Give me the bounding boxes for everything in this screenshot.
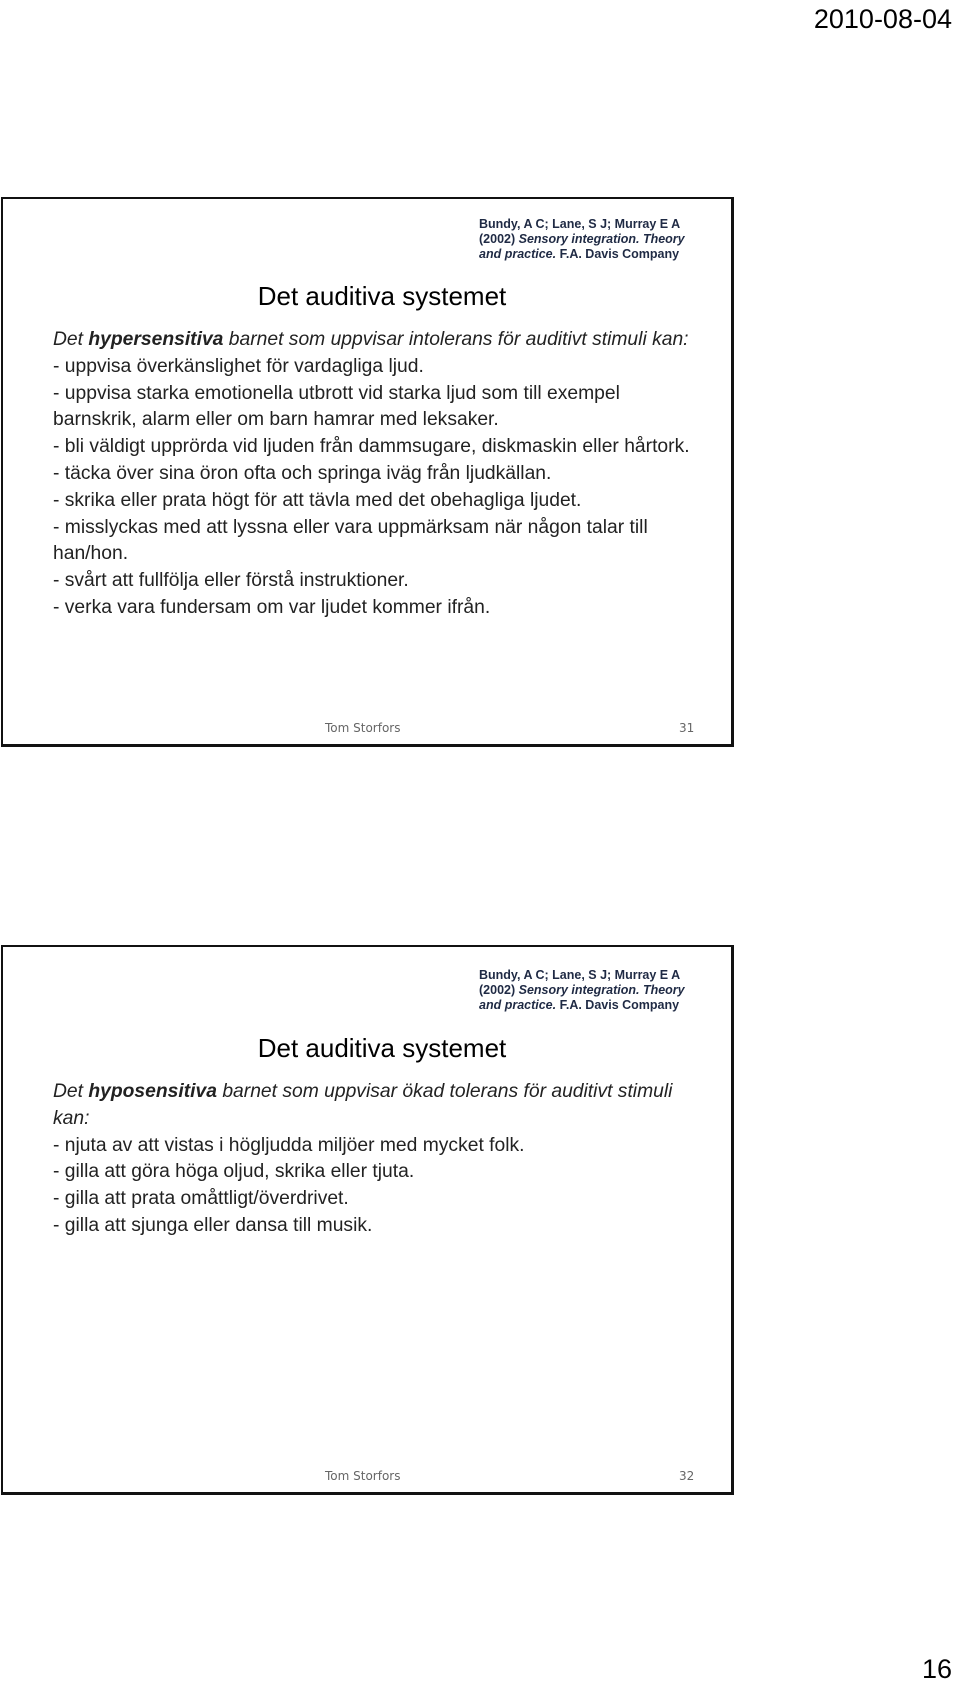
list-item: - uppvisa överkänslighet för vardagliga ljud. xyxy=(53,355,424,377)
list-item: - gilla att göra höga oljud, skrika eller tjuta. xyxy=(53,1161,415,1183)
reference-line-2 xyxy=(479,983,719,998)
footer-slide-number: 31 xyxy=(679,721,695,735)
list-item: - täcka över sina öron ofta och springa iväg från ljudkällan. xyxy=(53,462,552,484)
page-number: 16 xyxy=(921,1654,952,1684)
list-item: - verka vara fundersam om var ljudet kommer ifrån. xyxy=(53,596,491,618)
reference-line-1: Bundy, A C; Lane, S J; Murray E A xyxy=(479,217,681,231)
list-item: - gilla att prata omåttligt/överdrivet. xyxy=(53,1188,349,1210)
list-item: - skrika eller prata högt för att tävla med det obehagliga ljudet. xyxy=(53,489,582,511)
lead-sentence xyxy=(53,1079,693,1133)
reference-line-2 xyxy=(479,232,719,247)
reference-line-3 xyxy=(479,998,719,1013)
reference-publisher: F.A. Davis Company xyxy=(556,247,680,261)
reference-citation xyxy=(479,217,719,262)
slide-31 xyxy=(1,197,734,747)
list-item: - misslyckas med att lyssna eller vara uppmärksam när någon talar till han/hon. xyxy=(53,516,648,565)
reference-citation xyxy=(479,968,719,1013)
lead-after: barnet som uppvisar intolerans för auditivt stimuli kan: xyxy=(223,329,689,350)
list-item: - njuta av att vistas i högljudda miljöer med mycket folk. xyxy=(53,1134,525,1156)
lead-keyword: hyposensitiva xyxy=(88,1081,217,1102)
list-item: - uppvisa starka emotionella utbrott vid starka ljud som till exempel barnskrik, alarm eller om barn hamrar med leksaker. xyxy=(53,382,620,431)
lead-sentence xyxy=(53,327,693,354)
footer-author: Tom Storfors xyxy=(325,1469,401,1483)
slide-body xyxy=(53,327,693,622)
slide-title: Det auditiva systemet xyxy=(257,1033,507,1063)
slide-32 xyxy=(1,945,734,1495)
reference-publisher: F.A. Davis Company xyxy=(556,998,680,1012)
lead-before: Det xyxy=(53,1081,89,1102)
reference-year: (2002) xyxy=(479,232,519,246)
lead-after: barnet som uppvisar ökad tolerans för auditivt stimuli kan: xyxy=(53,1081,673,1129)
list-item: - bli väldigt upprörda vid ljuden från dammsugare, diskmaskin eller hårtork. xyxy=(53,436,690,458)
lead-before: Det xyxy=(53,329,89,350)
reference-year: (2002) xyxy=(479,983,519,997)
slide-body xyxy=(53,1079,693,1240)
footer-slide-number: 32 xyxy=(679,1469,695,1483)
reference-line-3 xyxy=(479,247,719,262)
reference-line-1: Bundy, A C; Lane, S J; Murray E A xyxy=(479,968,681,982)
page-date: 2010-08-04 xyxy=(813,4,952,34)
footer-author: Tom Storfors xyxy=(325,721,401,735)
slide-title: Det auditiva systemet xyxy=(257,281,507,311)
list-item: - gilla att sjunga eller dansa till musik. xyxy=(53,1214,373,1236)
list-item: - svårt att fullfölja eller förstå instruktioner. xyxy=(53,570,409,592)
reference-book-title: Sensory integration. Theory xyxy=(518,232,685,246)
reference-book-title-end: and practice. xyxy=(479,998,557,1012)
reference-book-title-end: and practice. xyxy=(479,247,557,261)
reference-book-title: Sensory integration. Theory xyxy=(518,983,685,997)
lead-keyword: hypersensitiva xyxy=(88,329,224,350)
